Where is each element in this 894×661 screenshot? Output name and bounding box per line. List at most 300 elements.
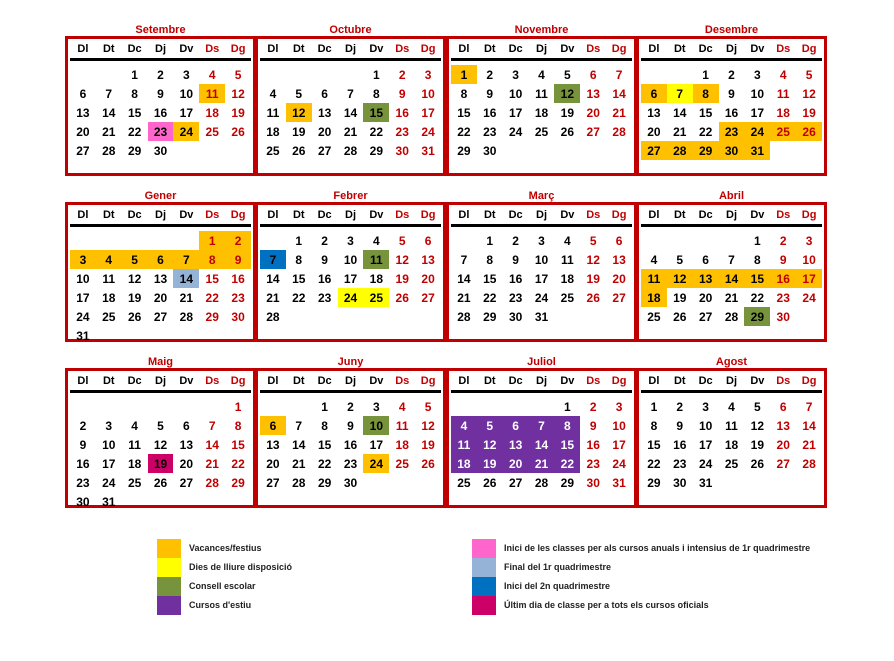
empty-cell xyxy=(693,231,719,250)
day-cell: 6 xyxy=(641,84,667,103)
day-cell: 1 xyxy=(451,65,477,84)
day-cell: 1 xyxy=(321,399,328,414)
day-cell: 12 xyxy=(667,269,693,288)
legend-item-ultim xyxy=(472,595,709,615)
empty-cell xyxy=(477,397,503,416)
weekday-label: Dv xyxy=(750,374,765,387)
day-cell: 15 xyxy=(231,437,245,452)
day-cell: 17 xyxy=(534,271,549,286)
day-cell: 13 xyxy=(503,435,529,454)
day-cell: 27 xyxy=(698,309,713,324)
day-cell: 15 xyxy=(205,271,219,286)
day-cell: 30 xyxy=(508,309,523,324)
day-cell: 17 xyxy=(179,105,194,120)
weekday-header xyxy=(451,39,632,61)
weekday-label: Dl xyxy=(267,42,279,55)
legend-swatch xyxy=(472,577,496,596)
day-cell: 20 xyxy=(317,124,332,139)
day-cell: 20 xyxy=(647,124,661,139)
day-cell: 29 xyxy=(317,475,332,490)
day-cell: 19 xyxy=(802,105,816,120)
day-cell: 1 xyxy=(702,67,709,82)
day-cell: 25 xyxy=(560,290,575,305)
month-title: Agost xyxy=(715,356,748,368)
weekday-header xyxy=(260,39,441,61)
day-cell: 22 xyxy=(457,124,471,139)
day-cell: 6 xyxy=(615,233,623,248)
weekday-label: Dg xyxy=(230,42,246,55)
weekday-label: Dj xyxy=(345,374,356,387)
day-cell: 29 xyxy=(560,475,575,490)
day-cell: 10 xyxy=(363,416,389,435)
day-cell: 8 xyxy=(199,250,225,269)
day-cell: 18 xyxy=(127,456,142,471)
day-cell: 23 xyxy=(76,475,90,490)
day-cell: 9 xyxy=(398,86,406,101)
month-title: Gener xyxy=(144,190,177,202)
month-title: Juny xyxy=(337,356,364,368)
day-cell: 28 xyxy=(667,141,693,160)
day-cell: 2 xyxy=(779,233,787,248)
day-cell: 23 xyxy=(673,456,687,471)
month-marc xyxy=(446,191,637,342)
month-setembre xyxy=(65,25,256,176)
day-cell: 5 xyxy=(122,250,148,269)
day-cell: 17 xyxy=(102,456,116,471)
day-cell: 31 xyxy=(744,141,770,160)
day-cell: 28 xyxy=(802,456,816,471)
day-cell: 11 xyxy=(776,86,790,101)
day-cell: 3 xyxy=(424,67,432,82)
day-cell: 4 xyxy=(728,399,735,414)
day-cell: 16 xyxy=(508,271,523,286)
day-cell: 14 xyxy=(343,105,358,120)
day-cell: 20 xyxy=(698,290,713,305)
day-cell: 17 xyxy=(76,290,90,305)
weekday-label: Dl xyxy=(267,374,279,387)
day-cell: 6 xyxy=(260,416,286,435)
day-cell: 15 xyxy=(647,437,661,452)
day-cell: 9 xyxy=(321,252,328,267)
day-cell: 16 xyxy=(483,105,497,120)
day-cell: 30 xyxy=(76,494,90,509)
weekday-label: Dt xyxy=(292,208,305,221)
weekday-header xyxy=(641,39,822,61)
weekday-label: Dj xyxy=(536,374,547,387)
day-cell: 21 xyxy=(179,290,194,305)
day-cell: 9 xyxy=(347,418,354,433)
day-cell: 19 xyxy=(231,105,245,120)
day-cell: 18 xyxy=(102,290,116,305)
day-cell: 25 xyxy=(205,124,219,139)
weekday-label: Dt xyxy=(483,42,496,55)
day-cell: 14 xyxy=(457,271,471,286)
day-cell: 11 xyxy=(641,269,667,288)
day-cell: 16 xyxy=(343,437,358,452)
day-cell: 29 xyxy=(205,309,219,324)
day-cell: 30 xyxy=(395,143,409,158)
weekday-label: Dv xyxy=(369,374,384,387)
day-cell: 12 xyxy=(802,86,816,101)
day-cell: 23 xyxy=(508,290,523,305)
day-cell: 31 xyxy=(698,475,713,490)
day-cell: 21 xyxy=(205,456,219,471)
day-cell: 5 xyxy=(564,67,571,82)
day-grid xyxy=(641,65,822,160)
day-cell: 6 xyxy=(424,233,432,248)
day-cell: 1 xyxy=(564,399,571,414)
day-grid xyxy=(451,397,632,492)
day-cell: 21 xyxy=(102,124,116,139)
day-cell: 15 xyxy=(317,437,332,452)
empty-cell xyxy=(641,65,667,84)
weekday-label: Dt xyxy=(292,374,305,387)
day-cell: 22 xyxy=(292,290,306,305)
day-cell: 15 xyxy=(292,271,306,286)
day-cell: 4 xyxy=(96,250,122,269)
day-cell: 24 xyxy=(363,454,389,473)
day-cell: 12 xyxy=(750,418,765,433)
day-cell: 23 xyxy=(719,122,745,141)
weekday-label: Dl xyxy=(458,42,470,55)
day-cell: 13 xyxy=(317,105,332,120)
day-cell: 1 xyxy=(234,399,242,414)
day-cell: 9 xyxy=(225,250,251,269)
day-cell: 8 xyxy=(693,84,719,103)
day-cell: 15 xyxy=(698,105,713,120)
legend-item-estiu xyxy=(157,595,251,615)
weekday-label: Dv xyxy=(179,374,194,387)
day-cell: 24 xyxy=(421,124,435,139)
day-cell: 14 xyxy=(266,271,280,286)
weekday-label: Dv xyxy=(560,374,575,387)
day-cell: 22 xyxy=(698,124,713,139)
day-cell: 8 xyxy=(754,252,761,267)
day-cell: 24 xyxy=(612,456,626,471)
day-cell: 26 xyxy=(231,124,245,139)
weekday-label: Dj xyxy=(536,208,547,221)
weekday-label: Dl xyxy=(77,374,89,387)
month-febrer xyxy=(255,191,446,342)
empty-cell xyxy=(312,65,338,84)
month-desembre xyxy=(636,25,827,176)
legend-swatch xyxy=(157,558,181,577)
weekday-label: Ds xyxy=(586,208,601,221)
day-cell: 20 xyxy=(503,454,529,473)
day-cell: 11 xyxy=(725,418,738,433)
weekday-label: Dg xyxy=(611,208,627,221)
weekday-label: Dl xyxy=(648,374,660,387)
weekday-label: Dj xyxy=(726,42,737,55)
day-cell: 12 xyxy=(586,252,600,267)
day-cell: 26 xyxy=(483,475,497,490)
day-cell: 7 xyxy=(728,252,735,267)
weekday-label: Dj xyxy=(726,208,737,221)
day-cell: 1 xyxy=(486,233,494,248)
day-cell: 19 xyxy=(750,437,765,452)
day-cell: 5 xyxy=(754,399,761,414)
weekday-label: Dv xyxy=(750,208,765,221)
day-cell: 23 xyxy=(148,122,174,141)
empty-cell xyxy=(260,65,286,84)
day-cell: 5 xyxy=(295,86,303,101)
day-cell: 1 xyxy=(754,233,761,248)
day-cell: 23 xyxy=(343,456,358,471)
day-cell: 2 xyxy=(676,399,684,414)
day-cell: 21 xyxy=(673,124,687,139)
day-cell: 5 xyxy=(805,67,813,82)
weekday-label: Dt xyxy=(102,208,115,221)
weekday-label: Dc xyxy=(698,374,713,387)
day-cell: 11 xyxy=(128,437,141,452)
weekday-label: Dt xyxy=(292,42,305,55)
day-cell: 21 xyxy=(529,454,555,473)
empty-cell xyxy=(260,397,286,416)
weekday-label: Dg xyxy=(420,374,436,387)
day-grid xyxy=(641,397,822,492)
month-title: Setembre xyxy=(135,24,186,36)
day-cell: 14 xyxy=(612,86,626,101)
day-cell: 26 xyxy=(127,309,142,324)
day-cell: 27 xyxy=(179,475,194,490)
day-cell: 11 xyxy=(363,250,389,269)
weekday-label: Dl xyxy=(648,42,660,55)
day-cell: 20 xyxy=(421,271,435,286)
day-cell: 25 xyxy=(534,124,549,139)
empty-cell xyxy=(667,65,693,84)
day-cell: 7 xyxy=(805,399,813,414)
empty-cell xyxy=(70,397,96,416)
day-cell: 10 xyxy=(179,86,194,101)
day-cell: 30 xyxy=(153,143,168,158)
day-cell: 8 xyxy=(373,86,380,101)
legend-label: Consell escolar xyxy=(189,581,256,591)
day-cell: 13 xyxy=(153,271,168,286)
day-cell: 18 xyxy=(266,124,280,139)
empty-cell xyxy=(503,397,529,416)
day-cell: 3 xyxy=(512,67,519,82)
month-juliol xyxy=(446,357,637,508)
legend-label: Inici del 2n quadrimestre xyxy=(504,581,611,591)
day-cell: 12 xyxy=(153,437,168,452)
day-cell: 9 xyxy=(157,86,164,101)
day-cell: 4 xyxy=(131,418,138,433)
day-cell: 4 xyxy=(779,67,787,82)
day-cell: 4 xyxy=(398,399,406,414)
weekday-label: Ds xyxy=(776,208,791,221)
day-cell: 10 xyxy=(421,86,435,101)
legend-item-vac xyxy=(157,538,262,558)
empty-cell xyxy=(70,65,96,84)
day-cell: 11 xyxy=(395,418,409,433)
day-cell: 29 xyxy=(231,475,245,490)
day-cell: 25 xyxy=(395,456,409,471)
weekday-header xyxy=(641,371,822,393)
day-cell: 27 xyxy=(641,141,667,160)
day-cell: 16 xyxy=(770,269,796,288)
day-cell: 12 xyxy=(554,84,580,103)
weekday-label: Ds xyxy=(776,42,791,55)
weekday-label: Dj xyxy=(155,42,166,55)
legend-swatch xyxy=(472,558,496,577)
day-cell: 9 xyxy=(512,252,519,267)
day-cell: 10 xyxy=(343,252,358,267)
empty-cell xyxy=(199,397,225,416)
day-cell: 24 xyxy=(173,122,199,141)
day-cell: 3 xyxy=(70,250,96,269)
day-cell: 31 xyxy=(612,475,626,490)
day-cell: 6 xyxy=(183,418,190,433)
day-cell: 13 xyxy=(421,252,435,267)
day-cell: 30 xyxy=(586,475,600,490)
day-cell: 19 xyxy=(148,454,174,473)
day-cell: 1 xyxy=(131,67,138,82)
day-cell: 12 xyxy=(421,418,435,433)
legend-swatch xyxy=(157,539,181,558)
weekday-label: Dj xyxy=(345,208,356,221)
weekday-label: Dc xyxy=(508,208,523,221)
month-title: Octubre xyxy=(329,24,372,36)
day-cell: 8 xyxy=(131,86,138,101)
day-cell: 15 xyxy=(744,269,770,288)
legend-label: Final del 1r quadrimestre xyxy=(504,562,612,572)
day-cell: 21 xyxy=(802,437,816,452)
empty-cell xyxy=(451,231,477,250)
day-cell: 16 xyxy=(673,437,687,452)
day-cell: 28 xyxy=(612,124,626,139)
day-cell: 23 xyxy=(483,124,497,139)
day-cell: 3 xyxy=(702,399,709,414)
weekday-label: Dc xyxy=(127,374,142,387)
month-title: Maig xyxy=(147,356,174,368)
day-cell: 16 xyxy=(724,105,739,120)
weekday-label: Dv xyxy=(560,208,575,221)
weekday-label: Ds xyxy=(395,42,410,55)
empty-cell xyxy=(173,397,199,416)
day-cell: 8 xyxy=(554,416,580,435)
day-cell: 14 xyxy=(102,105,116,120)
day-cell: 27 xyxy=(612,290,626,305)
weekday-label: Dj xyxy=(155,208,166,221)
empty-cell xyxy=(148,231,174,250)
day-cell: 19 xyxy=(477,454,503,473)
day-cell: 3 xyxy=(183,67,190,82)
day-cell: 20 xyxy=(266,456,280,471)
weekday-label: Dc xyxy=(508,42,523,55)
weekday-label: Dc xyxy=(698,208,713,221)
day-grid xyxy=(70,397,251,511)
day-cell: 12 xyxy=(127,271,142,286)
empty-cell xyxy=(286,397,312,416)
day-cell: 22 xyxy=(231,456,245,471)
weekday-label: Dg xyxy=(611,374,627,387)
weekday-label: Dl xyxy=(77,42,89,55)
day-cell: 2 xyxy=(157,67,164,82)
weekday-label: Dt xyxy=(673,374,686,387)
weekday-label: Dc xyxy=(127,208,142,221)
weekday-label: Dc xyxy=(508,374,523,387)
day-cell: 24 xyxy=(534,290,549,305)
day-cell: 26 xyxy=(673,309,687,324)
day-cell: 28 xyxy=(534,475,549,490)
day-cell: 14 xyxy=(529,435,555,454)
day-cell: 4 xyxy=(538,67,545,82)
empty-cell xyxy=(173,231,199,250)
day-cell: 20 xyxy=(612,271,626,286)
day-cell: 7 xyxy=(173,250,199,269)
day-cell: 24 xyxy=(508,124,523,139)
weekday-label: Dt xyxy=(102,42,115,55)
day-cell: 27 xyxy=(586,124,600,139)
day-cell: 14 xyxy=(673,105,687,120)
day-cell: 4 xyxy=(208,67,216,82)
day-cell: 2 xyxy=(512,233,519,248)
day-cell: 30 xyxy=(719,141,745,160)
day-cell: 14 xyxy=(205,437,219,452)
weekday-label: Dj xyxy=(726,374,737,387)
weekday-label: Dc xyxy=(317,374,332,387)
day-cell: 12 xyxy=(231,86,245,101)
weekday-label: Ds xyxy=(395,208,410,221)
day-cell: 18 xyxy=(724,437,739,452)
month-juny xyxy=(255,357,446,508)
weekday-label: Dj xyxy=(345,42,356,55)
day-cell: 10 xyxy=(76,271,90,286)
day-cell: 5 xyxy=(424,399,432,414)
day-cell: 27 xyxy=(153,309,168,324)
day-cell: 28 xyxy=(724,309,739,324)
day-cell: 11 xyxy=(561,252,574,267)
day-cell: 21 xyxy=(292,456,306,471)
day-cell: 2 xyxy=(347,399,354,414)
day-cell: 25 xyxy=(724,456,739,471)
day-cell: 17 xyxy=(343,271,358,286)
day-cell: 22 xyxy=(205,290,219,305)
day-cell: 12 xyxy=(395,252,409,267)
day-cell: 4 xyxy=(373,233,380,248)
day-cell: 9 xyxy=(676,418,684,433)
day-cell: 4 xyxy=(451,416,477,435)
day-cell: 19 xyxy=(586,271,600,286)
day-cell: 15 xyxy=(457,105,471,120)
weekday-label: Dv xyxy=(560,42,575,55)
day-cell: 14 xyxy=(802,418,816,433)
day-cell: 9 xyxy=(779,252,787,267)
empty-cell xyxy=(338,65,364,84)
weekday-label: Ds xyxy=(586,42,601,55)
day-cell: 3 xyxy=(615,399,623,414)
day-cell: 8 xyxy=(460,86,468,101)
day-cell: 11 xyxy=(199,84,225,103)
legend-label: Últim dia de classe per a tots els cursos oficials xyxy=(504,600,709,610)
day-cell: 30 xyxy=(231,309,245,324)
weekday-header xyxy=(260,205,441,227)
day-cell: 7 xyxy=(295,418,303,433)
day-cell: 15 xyxy=(554,435,580,454)
day-cell: 5 xyxy=(589,233,597,248)
day-cell: 21 xyxy=(724,290,739,305)
empty-cell xyxy=(286,65,312,84)
month-gener xyxy=(65,191,256,342)
day-cell: 2 xyxy=(321,233,328,248)
day-cell: 16 xyxy=(317,271,332,286)
weekday-label: Dg xyxy=(611,42,627,55)
weekday-label: Dc xyxy=(317,208,332,221)
day-cell: 13 xyxy=(76,105,90,120)
legend-item-inici2 xyxy=(472,576,610,596)
weekday-label: Dl xyxy=(267,208,279,221)
legend-item-lliure xyxy=(157,557,292,577)
